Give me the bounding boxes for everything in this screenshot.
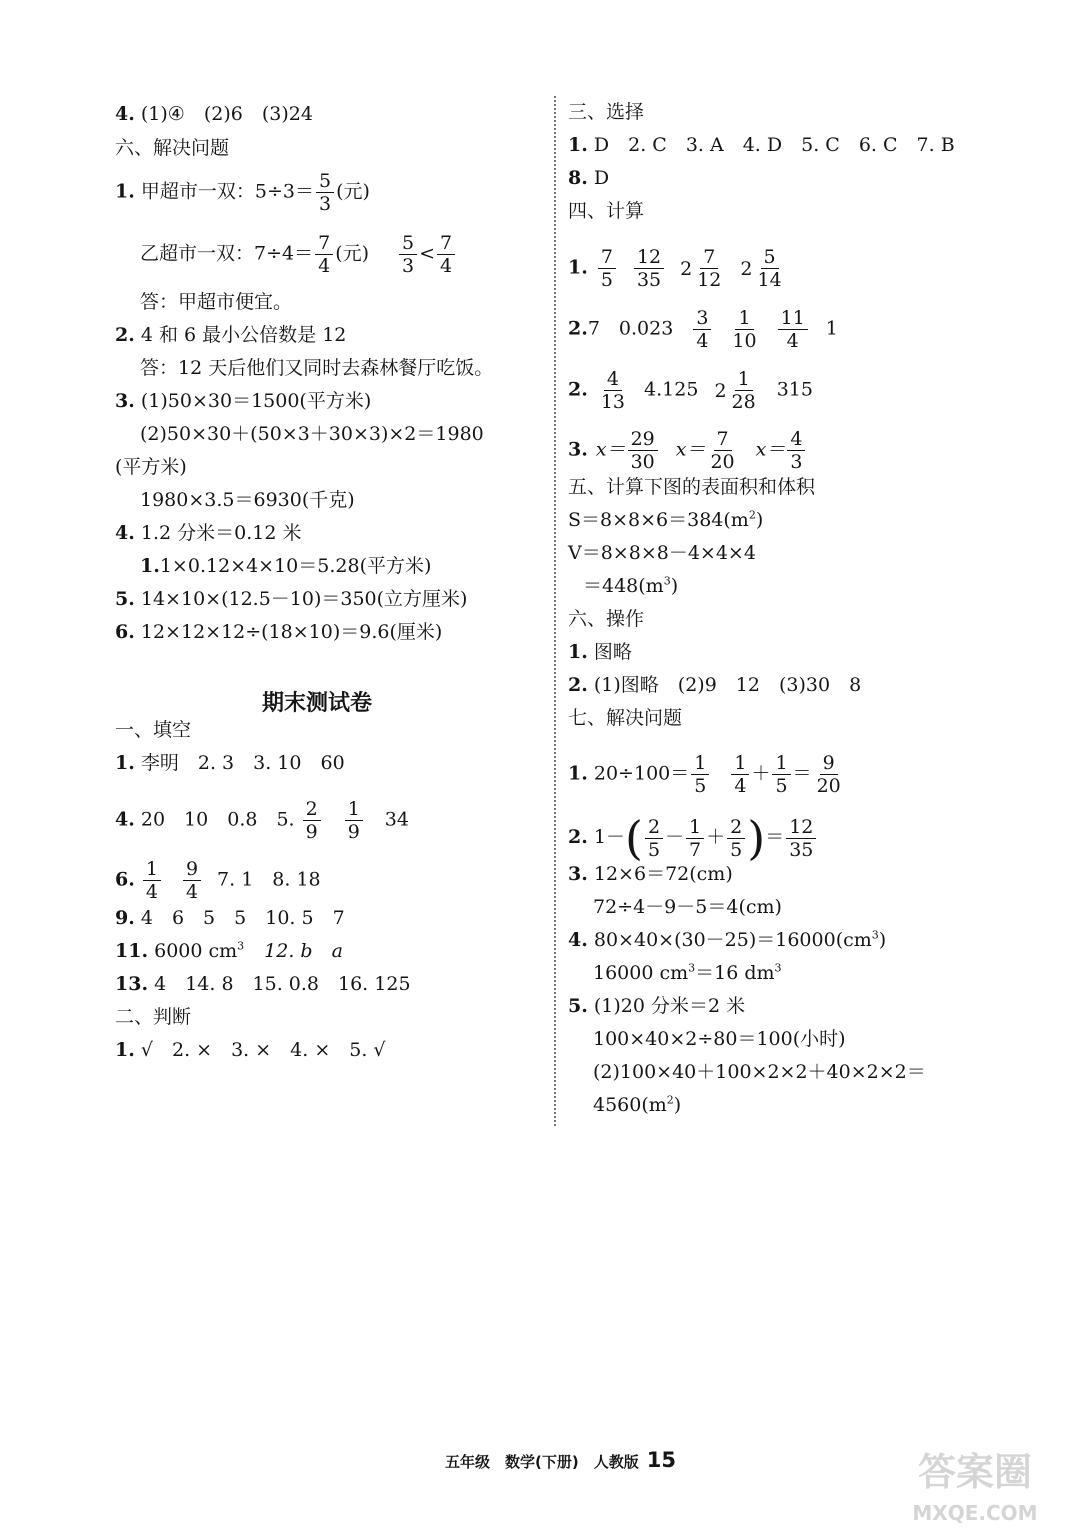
problem-3-line-2: (2)50×30＋(50×3＋30×3)×2＝1980 [140,423,484,445]
fill-6-text: 6. [115,868,135,891]
close-paren: ) [755,509,764,531]
fill-12-text: 12. b a [264,940,343,962]
problem-1-text: 1. 甲超市一双：5÷3＝ [115,180,314,203]
cube-superscript: 3 [237,939,245,953]
fraction: $\frac{29}{30}$ [628,428,658,473]
choice-8: 8. D [568,167,610,189]
solve-4-line-1 [568,928,886,952]
fraction: $\frac{12}{35}$ [634,246,664,291]
fraction: $\frac{4}{13}$ [600,368,626,413]
calc-value: 1 [825,317,838,340]
problem-2-line-1: 2. 4 和 6 最小公倍数是 12 [115,324,347,346]
solve-5-result: 4560(m [593,1094,667,1116]
problem-3-line-4: 1980×3.5＝6930(千克) [140,489,355,511]
cube-superscript: 3 [663,574,671,588]
column-divider [554,96,556,1126]
operate-1: 1. 图略 [568,641,632,663]
operate-2: 2. (1)图略 (2)9 12 (3)30 8 [568,674,862,696]
solve-4-line-2 [593,961,782,985]
fill-11-12 [115,939,343,963]
judge-1-5: 1. √ 2. × 3. × 4. × 5. √ [115,1039,386,1061]
problem-1-text-b: 乙超市一双：7÷4＝ [140,242,314,265]
section-title: 期末测试卷 [262,691,373,716]
fraction: $\frac{1}{4}$ [143,858,161,903]
fraction: $\frac{7}{4}$ [437,232,455,277]
close-paren: ) [670,575,679,597]
solve-5-line-1: 5. (1)20 分米＝2 米 [568,995,746,1017]
variable-x: x＝ [595,438,626,461]
fill-4-text: 4. 20 10 0.8 5. [115,808,295,831]
fraction: $\frac{2}{5}$ [727,816,745,861]
square-superscript: 2 [748,508,756,522]
fill-13-16: 13. 4 14. 8 15. 0.8 16. 125 [115,973,411,995]
section-heading-5: 五、计算下图的表面积和体积 [568,476,816,498]
problem-4-line-1: 4. 1.2 分米＝0.12 米 [115,522,302,544]
unit: (元) [335,242,370,265]
fraction: $\frac{9}{20}$ [816,752,841,797]
fraction: $\frac{1}{10}$ [732,307,757,352]
choice-1-7: 1. D 2. C 3. A 4. D 5. C 6. C 7. B [568,134,955,156]
watermark-text: 答案圈 [917,1450,1033,1494]
fraction: $\frac{12}{35}$ [786,816,816,861]
fill-1-3: 1. 李明 2. 3 3. 10 60 [115,752,345,774]
fraction: $\frac{1}{5}$ [691,752,709,797]
fraction: $\frac{3}{4}$ [693,307,711,352]
solve-1: 1. 20÷100＝ $\frac{1}{5}$ $\frac{1}{4}$ ＋ $\frac{1}{5}$ ＝ $\frac{9}{20}$ [568,752,846,797]
solve-4-text: 4. 80×40×(30－25)＝16000(cm [568,929,872,951]
close-paren: ) [673,1094,682,1116]
fraction: $\frac{7}{20}$ [710,428,735,473]
fraction: $\frac{11}{4}$ [778,307,808,352]
cube-superscript: 3 [774,961,782,975]
problem-2-answer: 答：12 天后他们又同时去森林餐厅吃饭。 [140,357,494,379]
section-heading-1: 一、填空 [115,719,192,741]
solve-5-line-2: 100×40×2÷80＝100(小时) [593,1028,846,1050]
fraction: $\frac{1}{5}$ [772,752,790,797]
fraction: $\frac{9}{4}$ [183,858,201,903]
fraction: $\frac{1}{9}$ [345,798,363,843]
solve-5-line-4 [593,1093,681,1117]
volume-line-1: V＝8×8×8－4×4×4 [568,542,756,564]
solve-2-text: 2. 1－ [568,826,625,848]
mixed-number: 2 5 14 [740,246,782,291]
solve-3-line-1: 3. 12×6＝72(cm) [568,863,733,885]
calc-1-decimals: 2.7 0.023 [568,317,674,340]
fraction: $\frac{7}{4}$ [315,232,333,277]
fill-5-value: 34 [384,808,409,831]
problem-1-line-1 [115,170,370,215]
calc-2-number: 2. [568,378,588,401]
section-heading-6: 六、解决问题 [115,137,230,159]
fill-4-5 [115,798,409,843]
calc-1 [568,246,787,291]
fraction: $\frac{2}{5}$ [645,816,663,861]
calc-value: 315 [776,378,813,401]
solve-1-text: 1. 20÷100＝ [568,762,690,785]
solve-4-conversion-b: ＝16 dm [695,962,775,984]
fill-7-8-text: 7. 1 8. 18 [217,868,321,891]
cube-superscript: 3 [688,961,696,975]
fraction: $\frac{5}{3}$ [399,232,417,277]
fill-6-8 [115,858,321,903]
less-than-sign: < [419,242,436,265]
calc-2 [568,368,813,413]
fraction: $\frac{1}{7}$ [686,816,704,861]
problem-6: 6. 12×12×12÷(18×10)＝9.6(厘米) [115,621,443,643]
fraction: $\frac{1}{4}$ [731,752,749,797]
solve-3-line-2: 72÷4－9－5＝4(cm) [593,896,782,918]
volume-line-2 [583,574,678,598]
left-answer-4: 4. (1)④ (2)6 (3)24 [115,103,313,125]
fill-9-10: 9. 4 6 5 5 10. 5 7 [115,907,345,929]
problem-3-line-1: 3. (1)50×30＝1500(平方米) [115,390,372,412]
calc-3-number: 3. [568,438,588,461]
solve-4-conversion-a: 16000 cm [593,962,689,984]
close-paren: ) [878,929,887,951]
mixed-number: 2 7 12 [680,246,722,291]
calc-1-row-2 [568,307,838,352]
section-heading-2: 二、判断 [115,1006,192,1028]
section-heading-7: 七、解决问题 [568,707,683,729]
problem-1-line-2 [140,232,457,277]
problem-1-answer: 答：甲超市便宜。 [140,291,293,313]
fraction: $\frac{4}{3}$ [787,428,805,473]
section-heading-6b: 六、操作 [568,608,645,630]
watermark-url: MXQE.COM [912,1501,1038,1525]
left-paren: ( [624,811,643,865]
fraction: $\frac{5}{3}$ [316,170,334,215]
square-superscript: 2 [666,1093,674,1107]
variable-x: x＝ [675,438,706,461]
fraction: $\frac{7}{5}$ [598,246,616,291]
page-footer [445,1448,676,1472]
unit: (元) [336,180,370,203]
fill-11-text: 11. 6000 cm [115,940,238,962]
page-number: 15 [646,1448,676,1472]
solve-5-line-3: (2)100×40＋100×2×2＋40×2×2＝ [593,1061,926,1083]
fraction: $\frac{2}{9}$ [303,798,321,843]
variable-x: x＝ [755,438,786,461]
calc-3 [568,428,807,473]
problem-4-line-2: 1.1×0.12×4×10＝5.28(平方米) [140,555,432,577]
cube-superscript: 3 [871,928,879,942]
watermark-logo [895,1440,1055,1530]
section-heading-3: 三、选择 [568,101,645,123]
calc-value: 4.125 [644,378,699,401]
mixed-number: 2 1 28 [714,368,756,413]
right-paren: ) [747,811,766,865]
volume-result: ＝448(m [583,575,664,597]
solve-2: 2. 1－( $\frac{2}{5}$ － $\frac{1}{7}$ ＋ $\frac{2}{5}$ )＝ $\frac{12}{35}$ [568,815,818,861]
section-heading-4: 四、计算 [568,200,645,222]
calc-1-number: 1. [568,256,588,279]
surface-area-text: S＝8×8×6＝384(m [568,509,749,531]
problem-5: 5. 14×10×(12.5－10)＝350(立方厘米) [115,588,468,610]
surface-area [568,508,763,532]
problem-3-line-3: (平方米) [115,456,187,478]
footer-label: 五年级 数学(下册) 人教版 [445,1453,639,1471]
